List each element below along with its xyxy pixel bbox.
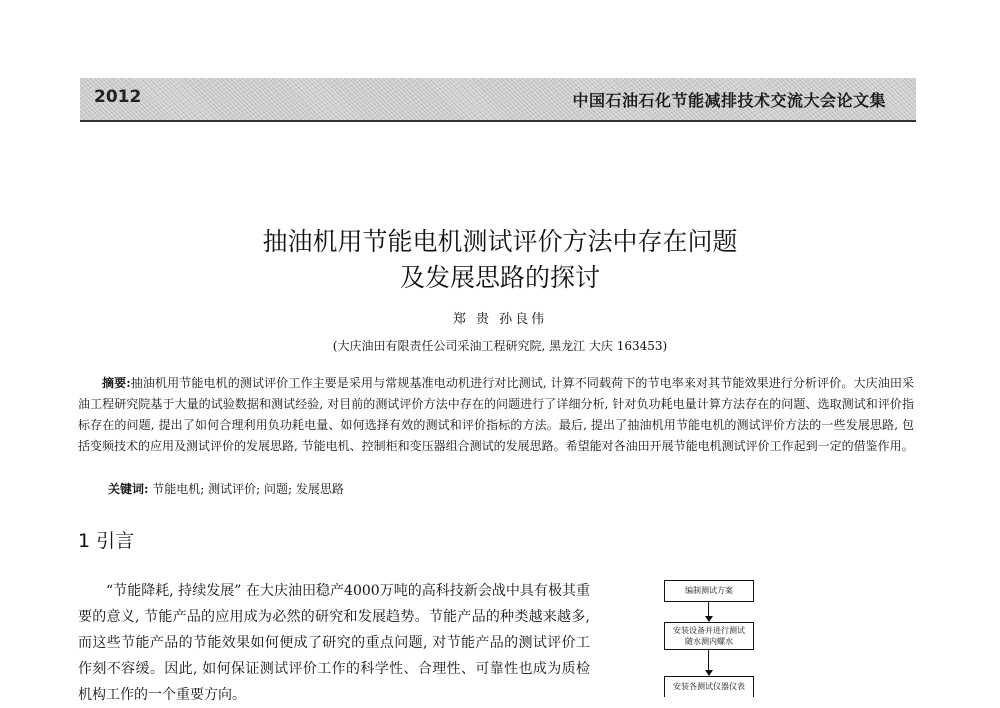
section-body-text: “节能降耗, 持续发展” 在大庆油田稳产4000万吨的高科技新会战中具有极其重要的意义, 节能产品的应用成为必然的研究和发展趋势。节能产品的种类越来越多, 而这些节能产品的节能效果如何便成了研究的重点问题, 对节能产品的测试评价工作刻不容缓。因此, 如何保证测试评价工作的科学性、合理性、可靠性也成为质检机构工作的一个重要方向。 [78, 583, 590, 703]
authors: 郑 贵 孙良伟 [452, 312, 548, 327]
flow-step-1: 编制测试方案 [664, 580, 754, 602]
abstract [78, 373, 914, 457]
flow-step-2-line2: 随水测内螺水 [685, 637, 733, 646]
abstract-text: 抽油机用节能电机的测试评价工作主要是采用与常规基准电动机进行对比测试, 计算不同载荷下的节电率来对其节能效果进行分析评价。大庆油田采油工程研究院基于大量的试验数据和测试经验, 对目前的测试评价方法中存在的问题进行了详细分析, 针对负功耗电量计算方法存在的问题、选取测试和评价指标存在的问题, 提出了如何合理利用负功耗电量、如何选择有效的测试和评价指标的方法。最后, 提出了抽油机用节能电机的测试评价方法的一些发展思路, 包括变频技术的应用及测试评价的发展思路, 节能电机、控制柜和变压器组合测试的发展思路。希望能对各油田开展节能电机测试评价工作起到一定的借鉴作用。 [78, 376, 914, 453]
header-year: 2012 [94, 87, 142, 107]
section-heading: 1 引言 [78, 530, 135, 552]
running-header [80, 78, 916, 122]
flow-step-2-line1: 安装设备并进行测试 [673, 626, 745, 635]
abstract-label: 摘要: [102, 376, 131, 390]
flowchart [650, 578, 770, 697]
paper-title-line2: 及发展思路的探讨 [399, 263, 600, 292]
keywords [108, 480, 344, 497]
header-series-title: 中国石油石化节能减排技术交流大会论文集 [572, 91, 886, 110]
keywords-text: 节能电机; 测试评价; 问题; 发展思路 [152, 482, 344, 496]
paper-title-line1: 抽油机用节能电机测试评价方法中存在问题 [262, 227, 738, 256]
flow-step-2 [664, 622, 754, 650]
flow-step-3: 安装各测试仪器仪表 [664, 676, 754, 697]
keywords-label: 关键词: [108, 482, 149, 496]
affiliation: (大庆油田有限责任公司采油工程研究院, 黑龙江 大庆 163453) [332, 339, 668, 353]
